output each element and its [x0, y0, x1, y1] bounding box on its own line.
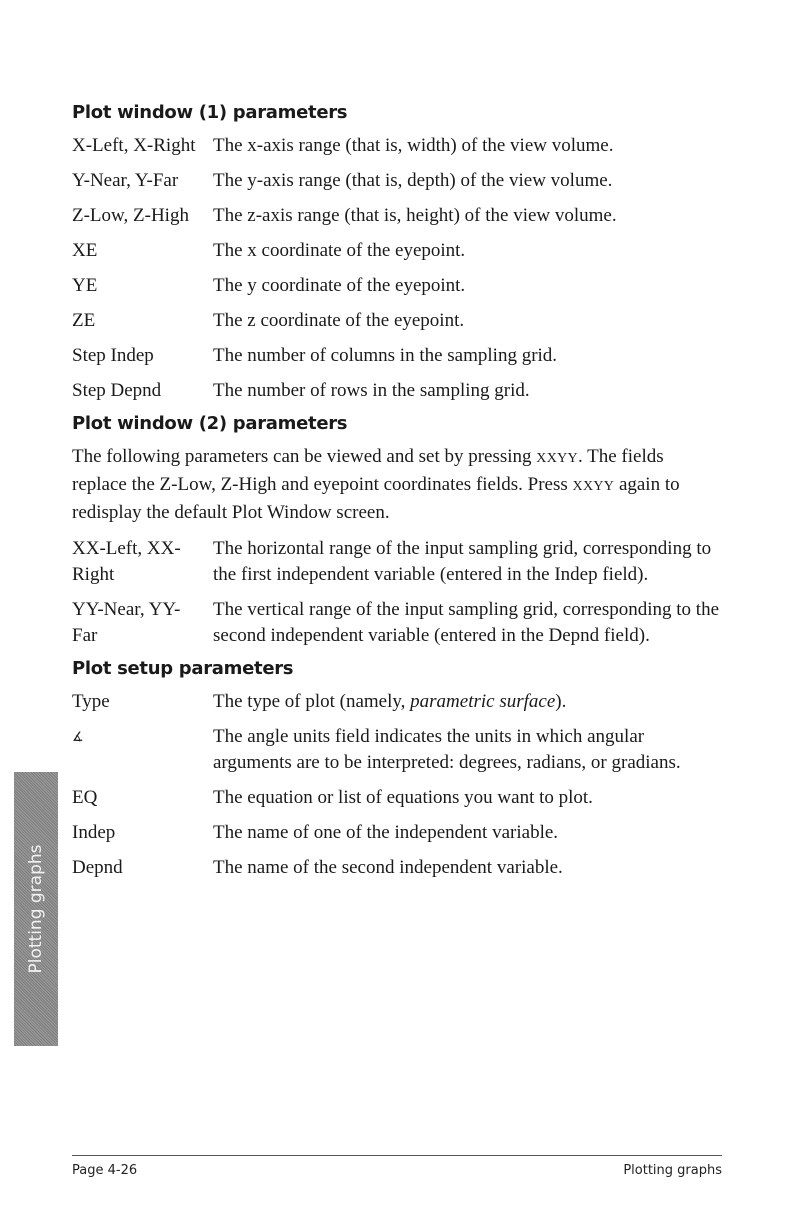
param-row	[72, 343, 722, 369]
plot-setup-list	[72, 689, 722, 881]
intro-text: . The fields replace the Z-Low, Z-High and eyepoint coordinates fields. Press	[72, 446, 664, 495]
angle-icon: ∡	[72, 729, 83, 744]
param-term: Type	[72, 691, 110, 712]
param-row	[72, 536, 722, 588]
param-desc: The name of one of the independent variable.	[213, 822, 559, 843]
param-term: X-Left, X-Right	[72, 135, 196, 156]
param-desc: The horizontal range of the input sampling grid, corresponding to the first independent variable (entered in the Indep field).	[213, 538, 712, 585]
param-term: ZE	[72, 310, 96, 331]
param-desc: The angle units field indicates the units in which angular arguments are to be interpreted: degrees, radians, or gradians.	[213, 726, 681, 773]
plot-window-2-list	[72, 536, 722, 649]
param-row	[72, 597, 722, 649]
param-row	[72, 168, 722, 194]
param-desc: The z coordinate of the eyepoint.	[213, 310, 465, 331]
key-name: XXYY	[572, 479, 615, 494]
param-desc: The number of rows in the sampling grid.	[213, 380, 530, 401]
desc-text: ).	[555, 691, 567, 712]
intro-paragraph	[72, 444, 722, 526]
param-row	[72, 378, 722, 404]
param-desc: The number of columns in the sampling grid.	[213, 345, 558, 366]
param-row	[72, 855, 722, 881]
param-desc: The y-axis range (that is, depth) of the view volume.	[213, 170, 613, 191]
page-number: Page 4-26	[72, 1163, 138, 1178]
param-term: YY-Near, YY-Far	[72, 599, 181, 646]
chapter-name: Plotting graphs	[623, 1163, 722, 1178]
param-row	[72, 133, 722, 159]
plot-window-1-list	[72, 133, 722, 404]
param-term: YE	[72, 275, 98, 296]
param-desc: The y coordinate of the eyepoint.	[213, 275, 466, 296]
param-desc: The vertical range of the input sampling grid, corresponding to the second independent variable (entered in the Depnd field).	[213, 599, 719, 646]
desc-text: The type of plot (namely,	[213, 691, 411, 712]
param-term: Depnd	[72, 857, 123, 878]
footer-divider	[72, 1155, 722, 1156]
param-term: Step Indep	[72, 345, 154, 366]
param-desc: The equation or list of equations you want to plot.	[213, 787, 593, 808]
chapter-tab-label: Plotting graphs	[26, 844, 46, 974]
intro-text: again to redisplay the default Plot Window screen.	[72, 474, 680, 523]
param-row	[72, 689, 722, 715]
key-name: XXYY	[536, 451, 578, 466]
param-row	[72, 308, 722, 334]
param-term: XX-Left, XX-Right	[72, 538, 181, 585]
section-heading: Plot setup parameters	[72, 658, 294, 679]
param-row	[72, 238, 722, 264]
param-row	[72, 203, 722, 229]
param-desc: The z-axis range (that is, height) of the view volume.	[213, 205, 617, 226]
param-term: Y-Near, Y-Far	[72, 170, 179, 191]
param-term: Z-Low, Z-High	[72, 205, 189, 226]
intro-text: The following parameters can be viewed and set by pressing	[72, 446, 537, 467]
param-term: Indep	[72, 822, 116, 843]
param-row	[72, 820, 722, 846]
param-desc: The name of the second independent variable.	[213, 857, 563, 878]
param-row	[72, 724, 722, 776]
chapter-side-tab	[14, 772, 58, 1046]
desc-emphasis: parametric surface	[410, 691, 556, 712]
param-desc: The x-axis range (that is, width) of the view volume.	[213, 135, 614, 156]
section-heading: Plot window (2) parameters	[72, 413, 348, 434]
section-heading: Plot window (1) parameters	[72, 102, 348, 123]
param-desc: The x coordinate of the eyepoint.	[213, 240, 466, 261]
param-term: Step Depnd	[72, 380, 162, 401]
param-term: XE	[72, 240, 98, 261]
page-content	[72, 102, 722, 890]
param-desc	[213, 689, 722, 715]
param-row	[72, 273, 722, 299]
param-term: EQ	[72, 787, 98, 808]
param-row	[72, 785, 722, 811]
